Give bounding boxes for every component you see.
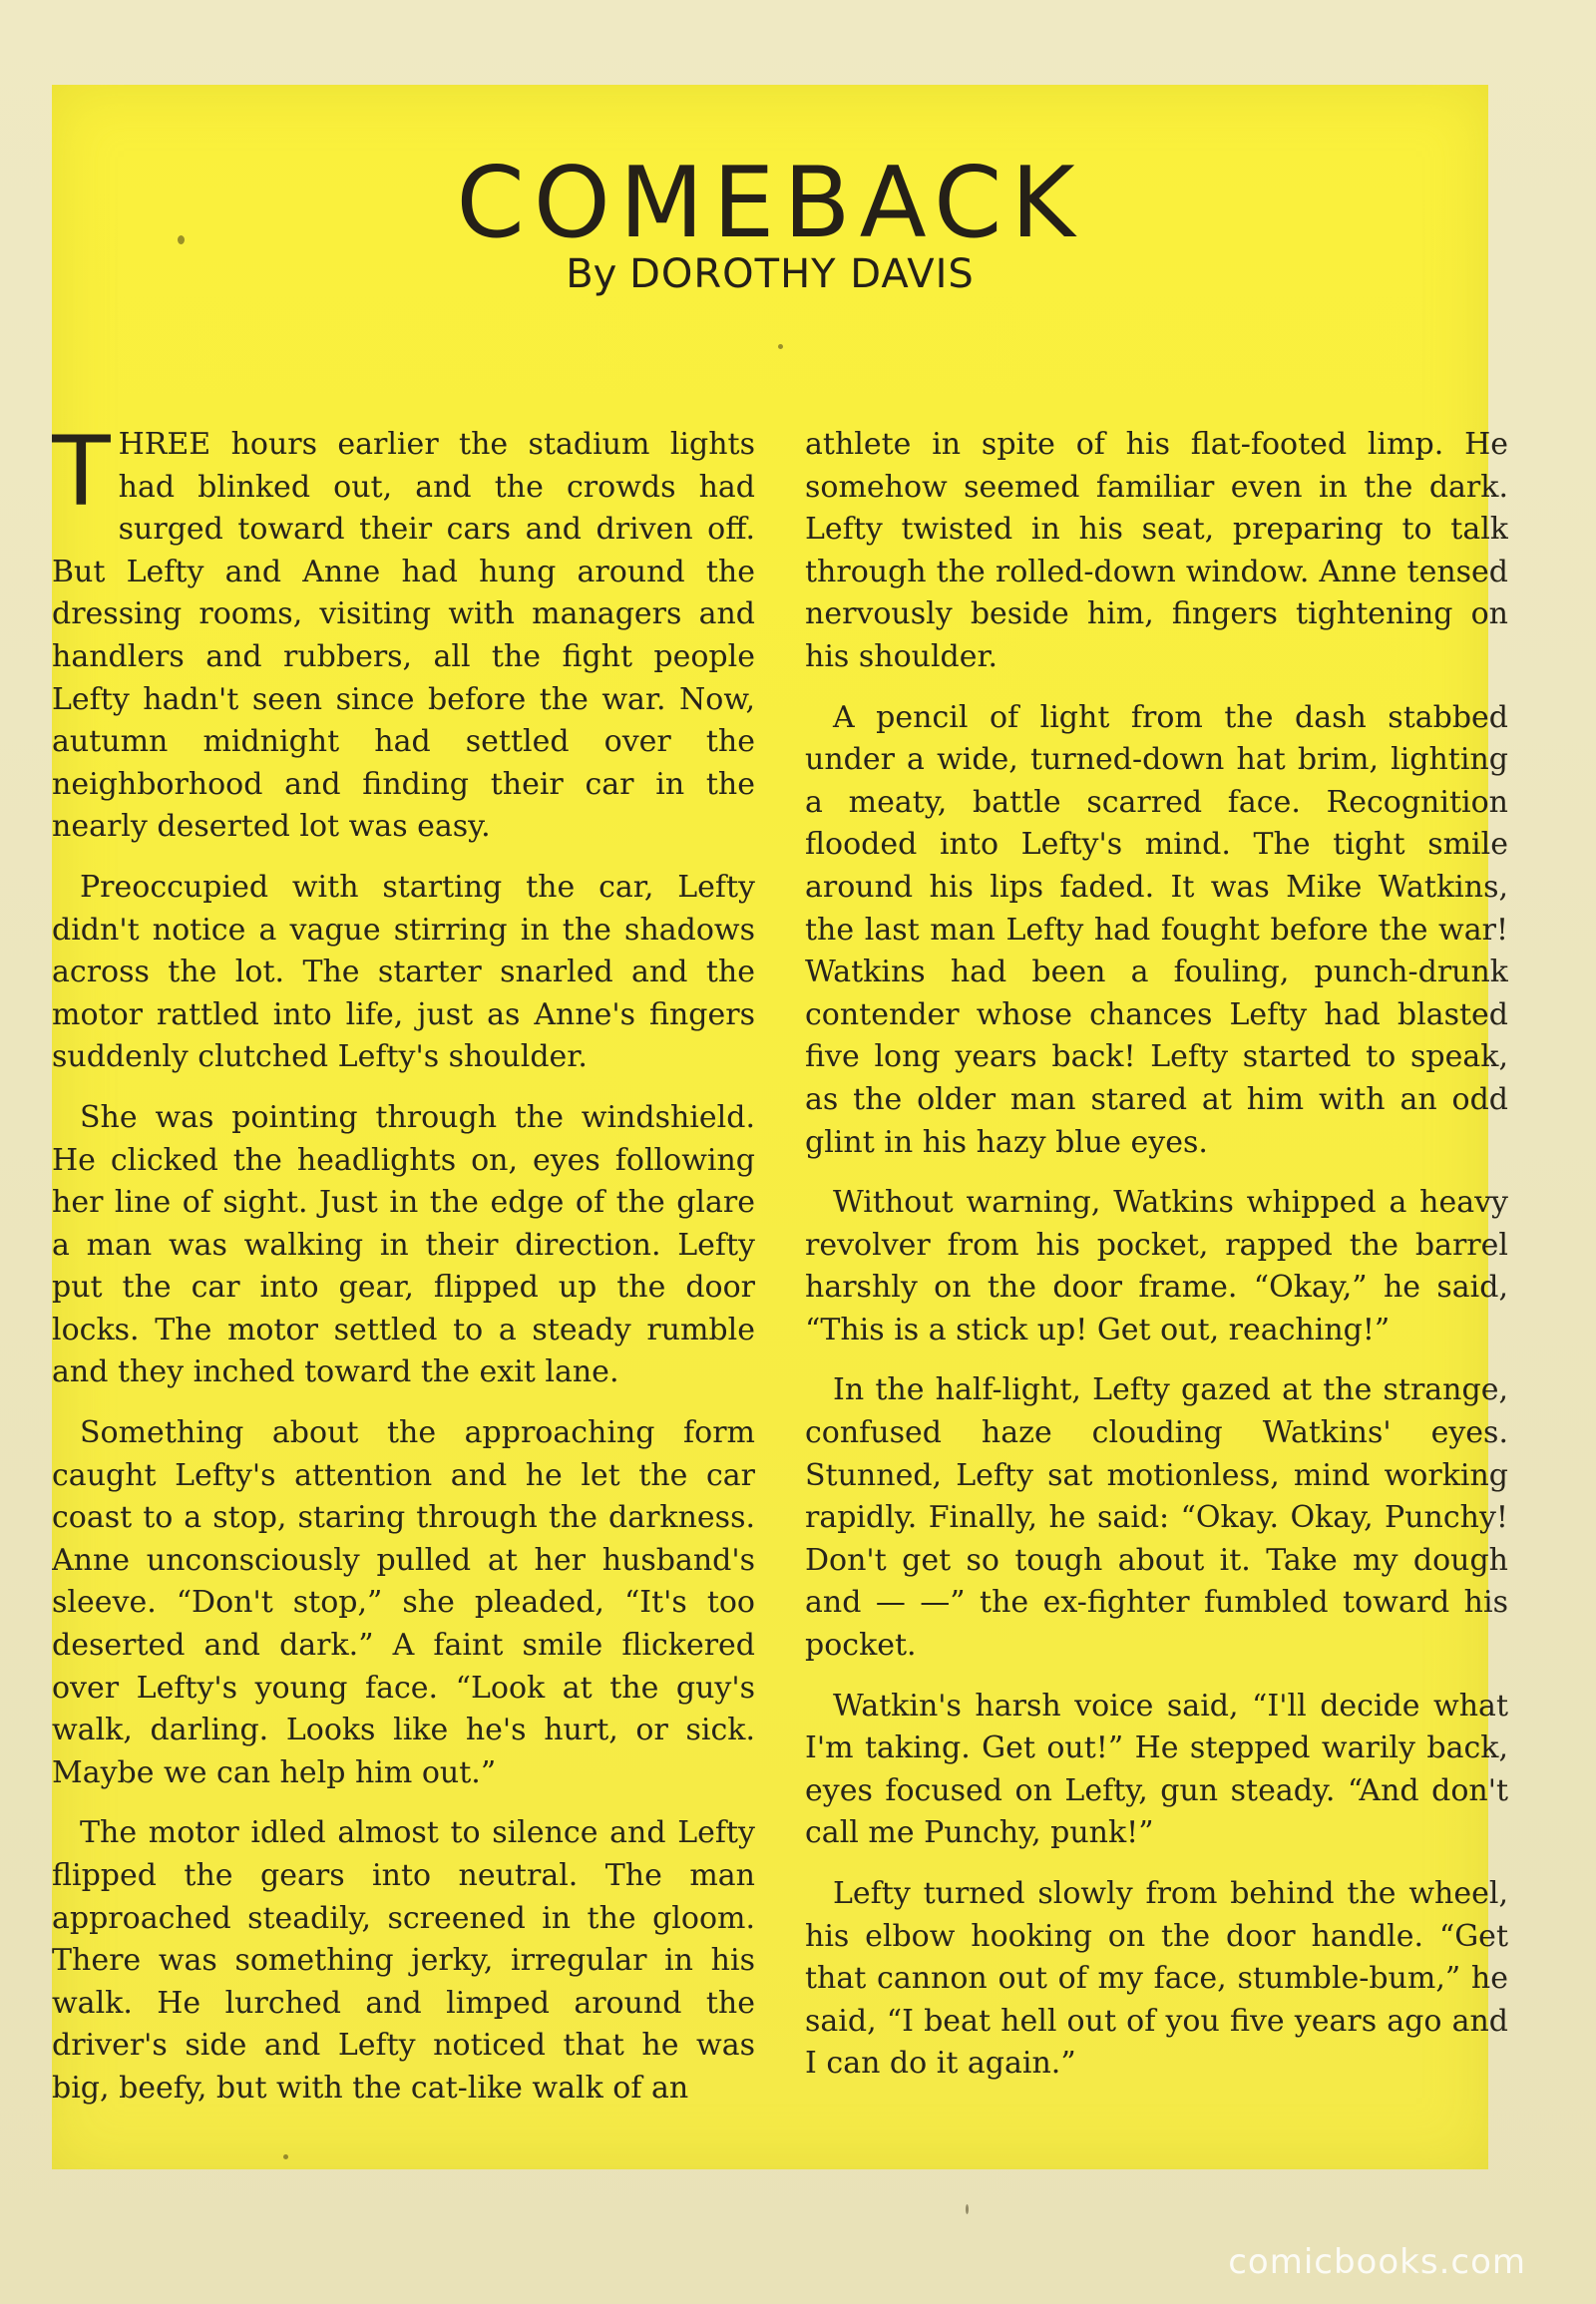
story-title: COMEBACK	[456, 147, 1084, 260]
byline	[52, 251, 1488, 297]
print-speck	[283, 2154, 288, 2159]
print-speck	[178, 235, 185, 244]
print-speck	[778, 344, 783, 349]
paragraph: Without warning, Watkins whipped a heavy revolver from his pocket, rapped the barrel harshly on the door frame. “Okay,” he said, “This is a stick up! Get out, reaching!”	[805, 1185, 1508, 1347]
paragraph: In the half-light, Lefty gazed at the strange, confused haze clouding Watkins' eyes. Stunned, Lefty sat motionless, mind working rapidly. Finally, he said: “Okay. Okay, Punchy! Don't get so tough about it. Take my dough and — —” the ex-fighter fumbled toward his pocket.	[805, 1372, 1508, 1664]
paragraph: Preoccupied with starting the car, Lefty didn't notice a vague stirring in the shadows across the lot. The starter snarled and the motor rattled into life, just as Anne's fingers suddenly clutched Lefty's shoulder.	[52, 869, 755, 1075]
paragraph: She was pointing through the windshield. He clicked the headlights on, eyes following her line of sight. Just in the edge of the glare a man was walking in their direction. Lefty put the car into gear, flipped up the door locks. The motor settled to a steady rumble and they inched toward the exit lane.	[52, 1099, 755, 1390]
left-column	[52, 424, 755, 2189]
right-column	[805, 424, 1508, 2189]
author-name: DOROTHY DAVIS	[629, 251, 975, 297]
paragraph: A pencil of light from the dash stabbed under a wide, turned-down hat brim, lighting a meaty, battle scarred face. Recognition flooded into Lefty's mind. The tight smile around his lips faded. It was Mike Watkins, the last man Lefty had fought before the war! Watkins had been a fouling, punch-drunk contender whose chances Lefty had blasted five long years back! Lefty started to speak, as the older man stared at him with an odd glint in his hazy blue eyes.	[805, 699, 1508, 1160]
print-speck	[966, 2204, 969, 2214]
paragraph: Lefty turned slowly from behind the wheel, his elbow hooking on the door handle. “Get that cannon out of my face, stumble-bum,” he said, “I beat hell out of you five years ago and I can do it again.”	[805, 1876, 1508, 2082]
byline-prefix: By	[566, 251, 617, 297]
paragraph: athlete in spite of his flat-footed limp. He somehow seemed familiar even in the dark. Lefty twisted in his seat, preparing to talk through the rolled-down window. Anne tensed nervously beside him, fingers tightening on his shoulder.	[805, 427, 1508, 674]
paragraph-text: HREE hours earlier the stadium lights had blinked out, and the crowds had surged toward their cars and driven off. But Lefty and Anne had hung around the dressing rooms, visiting with managers and handlers and rubbers, all the fight people Lefty hadn't seen since before the war. Now, autumn midnight had settled over the neighborhood and finding their car in the nearly deserted lot was easy.	[52, 427, 755, 845]
paragraph: Something about the approaching form caught Lefty's attention and he let the car coast to a stop, staring through the darkness. Anne unconsciously pulled at her husband's sleeve. “Don't stop,” she pleaded, “It's too deserted and dark.” A faint smile flickered over Lefty's young face. “Look at the guy's walk, darling. Looks like he's hurt, or sick. Maybe we can help him out.”	[52, 1415, 755, 1790]
drop-cap: T	[52, 424, 111, 528]
paragraph: Watkin's harsh voice said, “I'll decide what I'm taking. Get out!” He stepped warily back, eyes focused on Lefty, gun steady. “And don't call me Punchy, punk!”	[805, 1688, 1508, 1851]
paragraph	[52, 424, 755, 849]
watermark: comicbooks.com	[1228, 2242, 1526, 2282]
story-panel	[52, 85, 1508, 2169]
paragraph: The motor idled almost to silence and Lefty flipped the gears into neutral. The man approached steadily, screened in the gloom. There was something jerky, irregular in his walk. He lurched and limped around the driver's side and Lefty noticed that he was big, beefy, but with the cat-like walk of an	[52, 1815, 755, 2106]
